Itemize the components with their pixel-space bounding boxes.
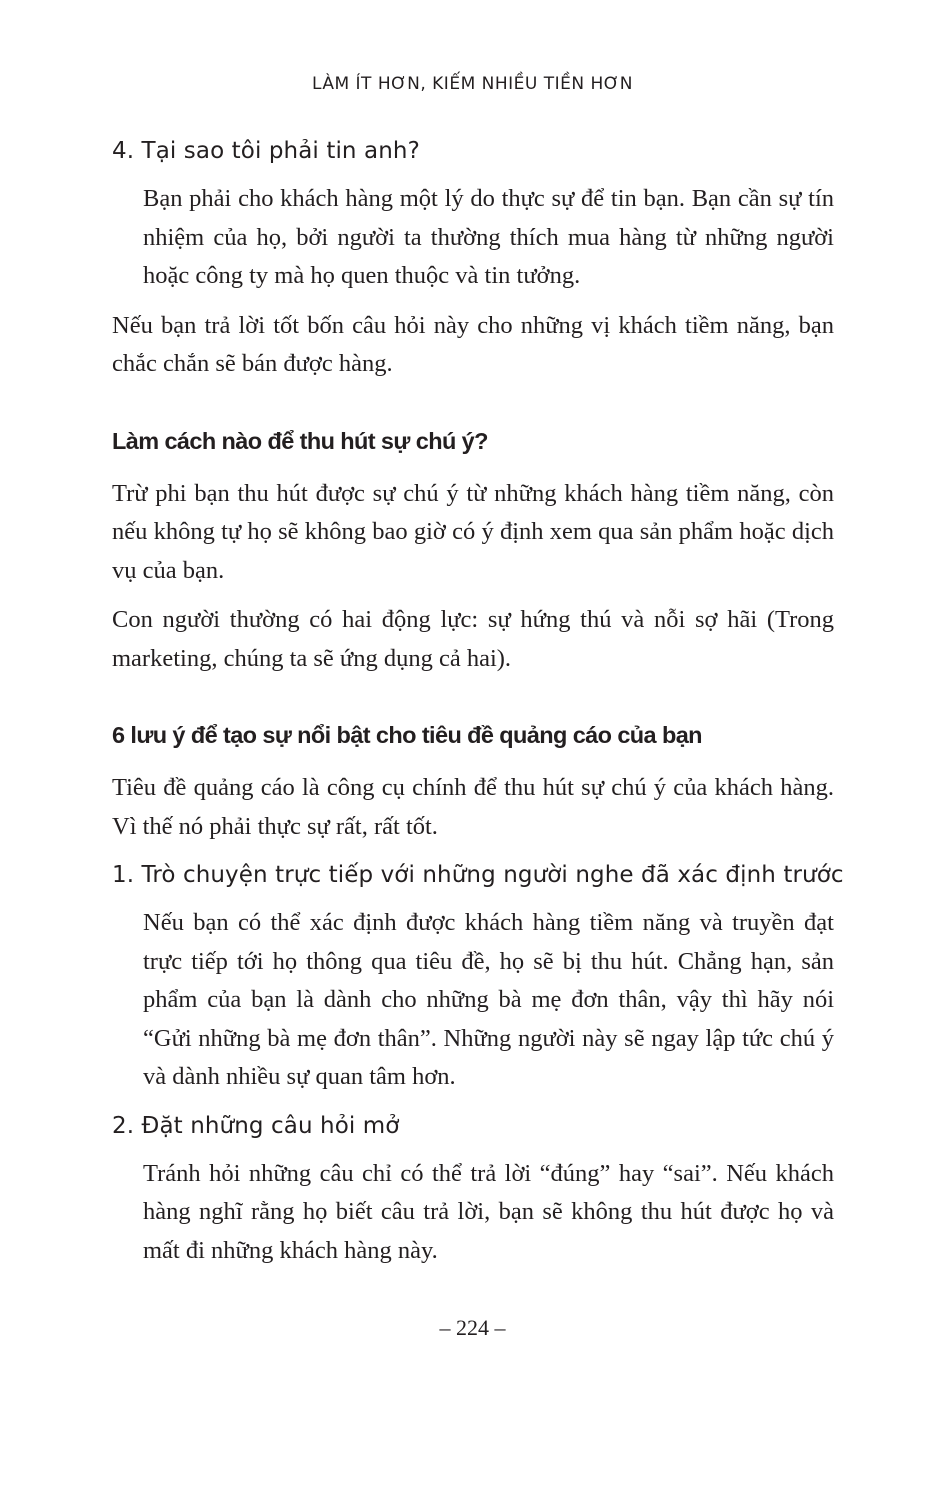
- tip-1-heading: 1. Trò chuyện trực tiếp với những người nghe đã xác định trước: [112, 862, 844, 888]
- summary-paragraph: Nếu bạn trả lời tốt bốn câu hỏi này cho những vị khách tiềm năng, bạn chắc chắn sẽ bán được hàng.: [112, 311, 834, 377]
- page-number: – 224 –: [439, 1315, 506, 1340]
- tip-2-heading: 2. Đặt những câu hỏi mở: [112, 1112, 400, 1139]
- question-4-heading: 4. Tại sao tôi phải tin anh?: [112, 138, 420, 164]
- attention-paragraph-1: Trừ phi bạn thu hút được sự chú ý từ những khách hàng tiềm năng, còn nếu không tự họ sẽ không bao giờ có ý định xem qua sản phẩm hoặc dịch vụ của bạn.: [112, 479, 834, 584]
- headline-tips-heading: 6 lưu ý để tạo sự nổi bật cho tiêu đề quảng cáo của bạn: [112, 722, 702, 748]
- attention-section-heading: Làm cách nào để thu hút sự chú ý?: [112, 427, 488, 454]
- tip-1-text: Nếu bạn có thể xác định được khách hàng tiềm năng và truyền đạt trực tiếp tới họ thông qua tiêu đề, họ sẽ bị thu hút. Chẳng hạn, sản phẩm của bạn là dành cho những bà mẹ đơn thân, vậy thì hãy nói “Gửi những bà mẹ đơn thân”. Những người này sẽ ngay lập tức chú ý và dành nhiều sự quan tâm hơn.: [143, 909, 834, 1090]
- running-header: LÀM ÍT HƠN, KIẾM NHIỀU TIỀN HƠN: [311, 74, 634, 94]
- question-4-text: Bạn phải cho khách hàng một lý do thực sự để tin bạn. Bạn cần sự tín nhiệm của họ, bởi người ta thường thích mua hàng từ những người hoặc công ty mà họ quen thuộc và tin tưởng.: [143, 185, 834, 289]
- attention-paragraph-2: Con người thường có hai động lực: sự hứng thú và nỗi sợ hãi (Trong marketing, chúng ta sẽ ứng dụng cả hai).: [112, 606, 834, 672]
- tip-2-text: Tránh hỏi những câu chỉ có thể trả lời “đúng” hay “sai”. Nếu khách hàng nghĩ rằng họ biết câu trả lời, bạn sẽ không thu hút được họ và mất đi những khách hàng này.: [143, 1159, 834, 1264]
- page-content: [112, 133, 844, 1281]
- headline-tips-intro: Tiêu đề quảng cáo là công cụ chính để thu hút sự chú ý của khách hàng. Vì thế nó phải thực sự rất, rất tốt.: [112, 774, 834, 840]
